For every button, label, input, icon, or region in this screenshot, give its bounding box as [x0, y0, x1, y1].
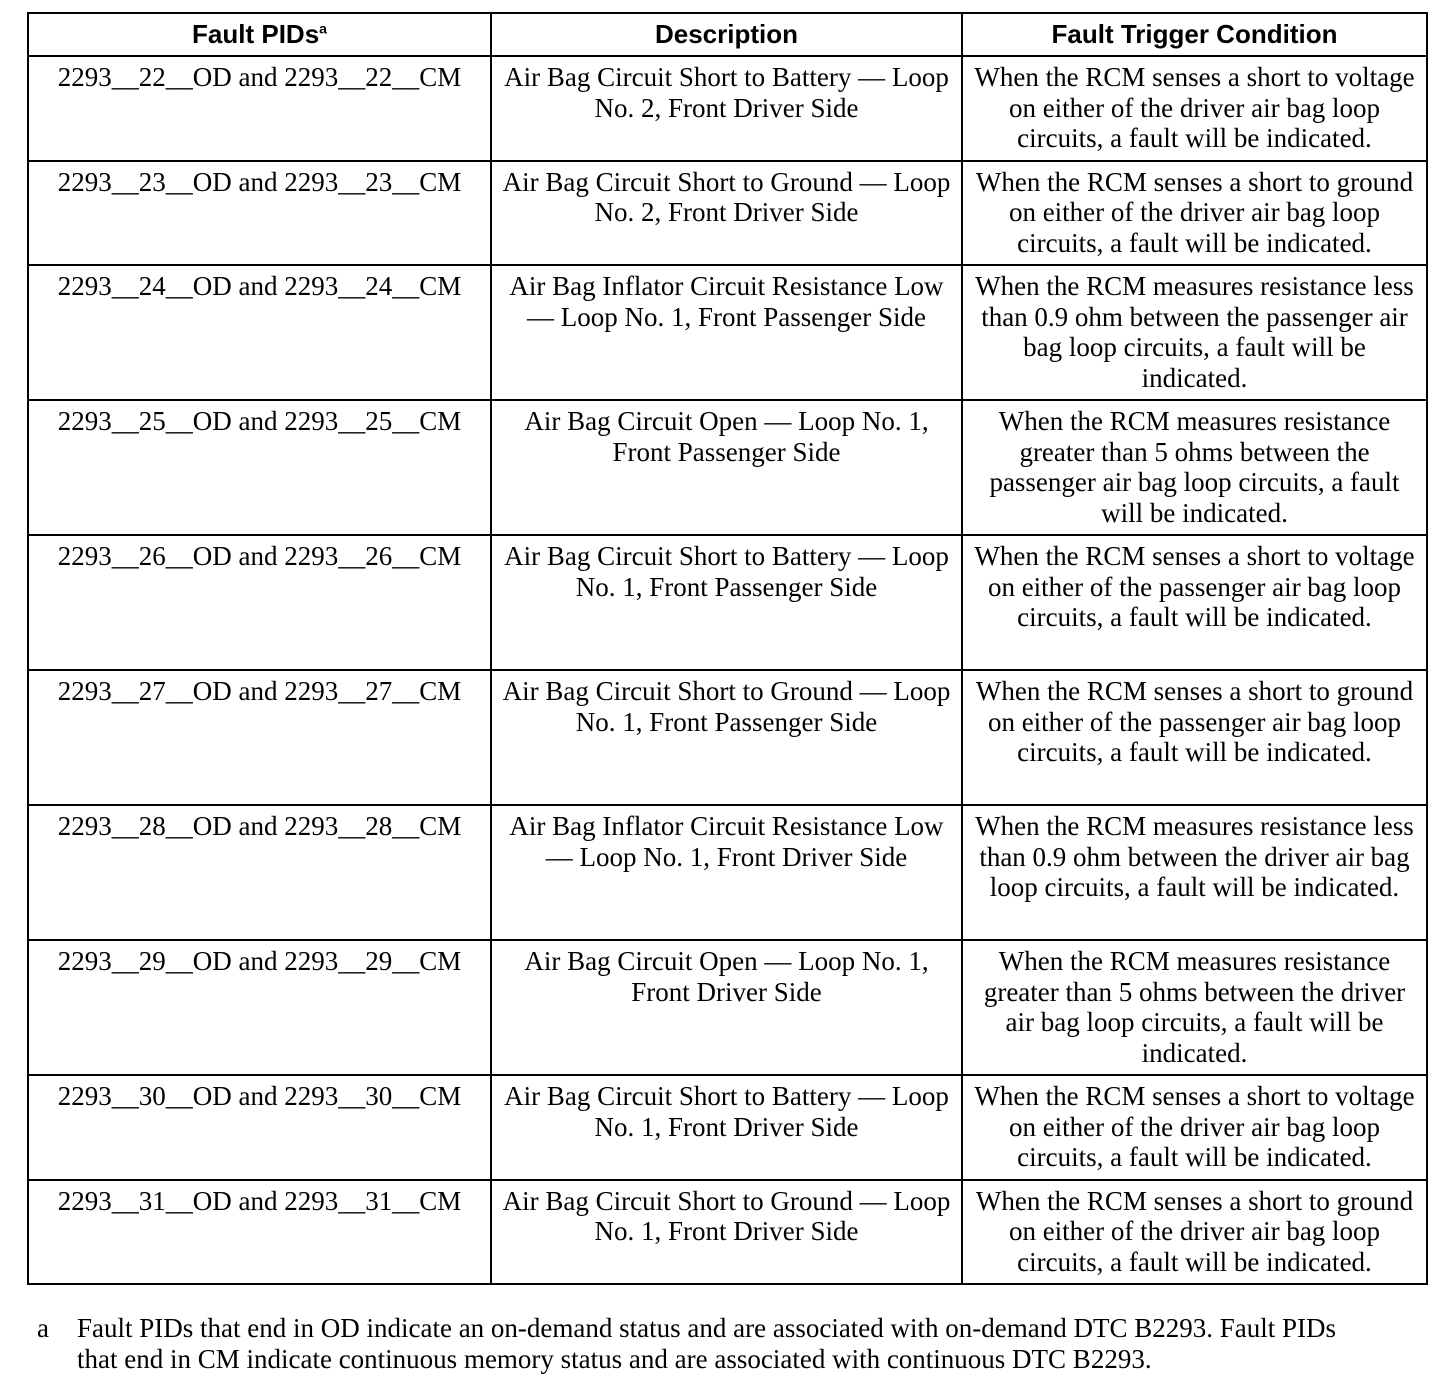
trigger-cell: When the RCM senses a short to ground on either of the passenger air bag loop circuits, a fault will be indicated.	[962, 670, 1427, 805]
table-row	[28, 670, 1427, 805]
header-trigger-condition: Fault Trigger Condition	[962, 13, 1427, 56]
table-row	[28, 56, 1427, 161]
description-cell: Air Bag Circuit Short to Battery — Loop No. 1, Front Driver Side	[491, 1075, 962, 1180]
fault-pid-cell: 2293__27__OD and 2293__27__CM	[28, 670, 491, 805]
trigger-cell: When the RCM senses a short to ground on either of the driver air bag loop circuits, a fault will be indicated.	[962, 1180, 1427, 1285]
table-footnote	[37, 1313, 1377, 1375]
trigger-cell: When the RCM senses a short to ground on either of the driver air bag loop circuits, a fault will be indicated.	[962, 161, 1427, 266]
footnote-marker: a	[37, 1313, 49, 1343]
fault-pid-cell: 2293__22__OD and 2293__22__CM	[28, 56, 491, 161]
fault-pid-cell: 2293__28__OD and 2293__28__CM	[28, 805, 491, 940]
header-description: Description	[491, 13, 962, 56]
table-row	[28, 400, 1427, 535]
description-cell: Air Bag Circuit Open — Loop No. 1, Front Passenger Side	[491, 400, 962, 535]
fault-pid-table	[27, 12, 1428, 1285]
header-fault-pids	[28, 13, 491, 56]
fault-pid-cell: 2293__26__OD and 2293__26__CM	[28, 535, 491, 670]
fault-pid-cell: 2293__29__OD and 2293__29__CM	[28, 940, 491, 1075]
description-cell: Air Bag Circuit Short to Ground — Loop No. 1, Front Driver Side	[491, 1180, 962, 1285]
trigger-cell: When the RCM measures resistance less than 0.9 ohm between the driver air bag loop circuits, a fault will be indicated.	[962, 805, 1427, 940]
table-row	[28, 265, 1427, 400]
description-cell: Air Bag Circuit Short to Ground — Loop No. 1, Front Passenger Side	[491, 670, 962, 805]
trigger-cell: When the RCM senses a short to voltage on either of the passenger air bag loop circuits, a fault will be indicated.	[962, 535, 1427, 670]
fault-pid-cell: 2293__24__OD and 2293__24__CM	[28, 265, 491, 400]
table-row	[28, 1180, 1427, 1285]
table-row	[28, 805, 1427, 940]
document-page	[27, 12, 1426, 1285]
table-row	[28, 161, 1427, 266]
header-fault-pids-label: Fault PIDs	[192, 19, 320, 49]
footnote-reference: a	[319, 20, 327, 37]
table-header-row	[28, 13, 1427, 56]
fault-pid-cell: 2293__30__OD and 2293__30__CM	[28, 1075, 491, 1180]
table-row	[28, 535, 1427, 670]
description-cell: Air Bag Circuit Short to Battery — Loop No. 1, Front Passenger Side	[491, 535, 962, 670]
trigger-cell: When the RCM senses a short to voltage on either of the driver air bag loop circuits, a fault will be indicated.	[962, 1075, 1427, 1180]
table-row	[28, 940, 1427, 1075]
description-cell: Air Bag Inflator Circuit Resistance Low — Loop No. 1, Front Driver Side	[491, 805, 962, 940]
footnote-text: Fault PIDs that end in OD indicate an on-demand status and are associated with on-demand DTC B2293. Fault PIDs that end in CM indicate continuous memory status and are associated with continuous DTC B2293.	[77, 1313, 1337, 1374]
trigger-cell: When the RCM measures resistance greater than 5 ohms between the driver air bag loop circuits, a fault will be indicated.	[962, 940, 1427, 1075]
fault-pid-cell: 2293__23__OD and 2293__23__CM	[28, 161, 491, 266]
description-cell: Air Bag Circuit Open — Loop No. 1, Front Driver Side	[491, 940, 962, 1075]
fault-pid-cell: 2293__25__OD and 2293__25__CM	[28, 400, 491, 535]
trigger-cell: When the RCM senses a short to voltage on either of the driver air bag loop circuits, a fault will be indicated.	[962, 56, 1427, 161]
trigger-cell: When the RCM measures resistance greater than 5 ohms between the passenger air bag loop circuits, a fault will be indicated.	[962, 400, 1427, 535]
table-row	[28, 1075, 1427, 1180]
fault-pid-cell: 2293__31__OD and 2293__31__CM	[28, 1180, 491, 1285]
description-cell: Air Bag Inflator Circuit Resistance Low — Loop No. 1, Front Passenger Side	[491, 265, 962, 400]
trigger-cell: When the RCM measures resistance less than 0.9 ohm between the passenger air bag loop circuits, a fault will be indicated.	[962, 265, 1427, 400]
description-cell: Air Bag Circuit Short to Ground — Loop No. 2, Front Driver Side	[491, 161, 962, 266]
description-cell: Air Bag Circuit Short to Battery — Loop No. 2, Front Driver Side	[491, 56, 962, 161]
